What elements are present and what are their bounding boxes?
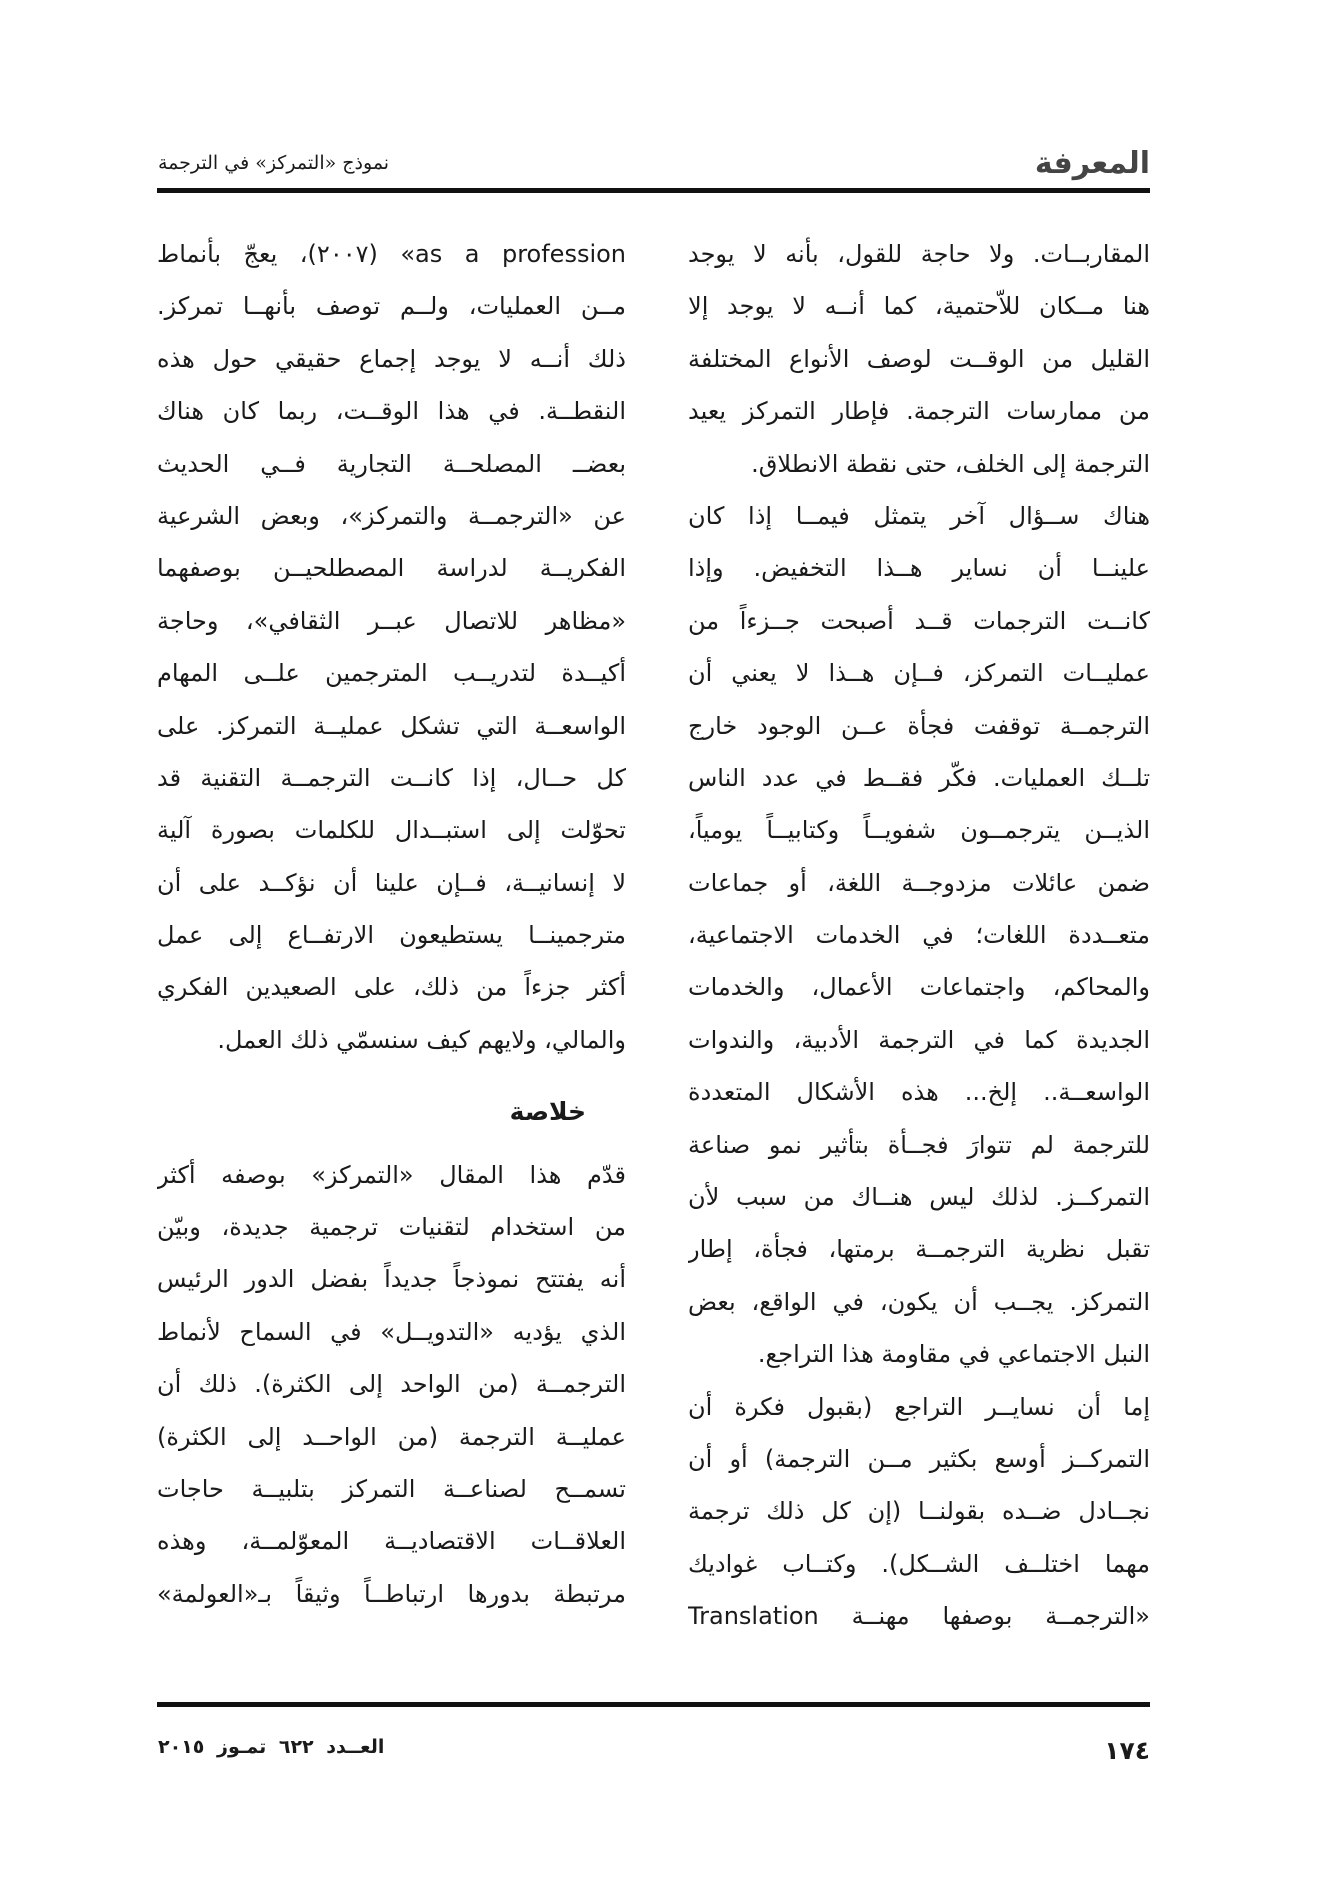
page-number: ١٧٤: [1104, 1736, 1150, 1765]
text-line: بعضــ المصلحــة التجارية فــي الحديث: [157, 449, 626, 478]
text-line: الفكريــة لدراسة المصطلحيــن بوصفهما: [157, 554, 626, 583]
text-line: المقاربــات. ولا حاجة للقول، بأنه لا يوجد: [688, 240, 1150, 268]
text-line: مــن العمليات، ولــم توصف بأنهــا تمركز.: [157, 292, 626, 321]
magazine-logo: المعرفة: [1034, 146, 1150, 181]
text-line: الواسعــة التي تشكل عمليــة التمركز. على: [157, 711, 626, 740]
text-line: ذلك أنــه لا يوجد إجماع حقيقي حول هذه: [157, 344, 626, 373]
issue-info: العــدد ٦٢٢ تمـوز ٢٠١٥: [158, 1736, 385, 1758]
text-line: الواسعــة.. إلخ... هذه الأشكال المتعددة: [688, 1078, 1150, 1107]
text-line: الترجمة إلى الخلف، حتى نقطة الانطلاق.: [751, 449, 1150, 478]
text-line: مرتبطة بدورها ارتباطــاً وثيقاً بـ«العولمة»: [157, 1579, 626, 1608]
text-line: للترجمة لم تتوارَ فجــأة بتأثير نمو صناعة: [688, 1130, 1150, 1159]
text-line: الترجمــة توقفت فجأة عــن الوجود خارج: [688, 711, 1150, 740]
left-column: [157, 228, 626, 1620]
text-line: مهما اختلــف الشــكل). وكتــاب غواديك: [688, 1549, 1150, 1578]
running-title: نموذج «التمركز» في الترجمة: [158, 152, 390, 174]
text-line: as a profession» (٢٠٠٧)، يعجّ بأنماط: [157, 240, 626, 268]
text-line: والمحاكم، واجتماعات الأعمال، والخدمات: [688, 973, 1150, 1002]
text-line: العلاقــات الاقتصاديــة المعوّلمــة، وهذه: [157, 1527, 626, 1556]
text-line: النبل الاجتماعي في مقاومة هذا التراجع.: [757, 1340, 1150, 1369]
text-line: علينــا أن نساير هــذا التخفيض. وإذا: [688, 554, 1150, 583]
text-line: التمركز. يجــب أن يكون، في الواقع، بعض: [688, 1287, 1150, 1316]
right-column: [688, 228, 1150, 1643]
text-line: عن «الترجمــة والتمركز»، وبعض الشرعية: [157, 501, 626, 530]
text-line: القليل من الوقــت لوصف الأنواع المختلفة: [688, 344, 1150, 373]
text-line: ضمن عائلات مزدوجــة اللغة، أو جماعات: [688, 868, 1150, 897]
text-line: هنا مــكان للاّحتمية، كما أنــه لا يوجد إلا: [688, 292, 1150, 321]
text-line: تقبل نظرية الترجمــة برمتها، فجأة، إطار: [688, 1235, 1150, 1264]
text-line: هناك ســؤال آخر يتمثل فيمــا إذا كان: [688, 501, 1150, 530]
text-line: من استخدام لتقنيات ترجمية جديدة، وبيّن: [157, 1213, 626, 1242]
text-line: التمركــز. لذلك ليس هنــاك من سبب لأن: [688, 1183, 1150, 1212]
text-line: تحوّلت إلى استبــدال للكلمات بصورة آلية: [157, 816, 626, 845]
text-line: متعــددة اللغات؛ في الخدمات الاجتماعية،: [688, 921, 1150, 950]
text-line: عمليــات التمركز، فــإن هــذا لا يعني أن: [688, 659, 1150, 688]
text-line: أكثر جزءاً من ذلك، على الصعيدين الفكري: [157, 973, 626, 1002]
text-line: لا إنسانيــة، فــإن علينا أن نؤكــد على أن: [157, 868, 626, 897]
text-line: الذي يؤديه «التدويــل» في السماح لأنماط: [157, 1317, 626, 1346]
text-line: أكيــدة لتدريــب المترجمين علــى المهام: [157, 659, 626, 688]
conclusion-heading: خلاصة: [509, 1097, 586, 1127]
text-line: كانــت الترجمات قــد أصبحت جــزءاً من: [688, 606, 1150, 635]
text-line: «الترجمــة بوصفها مهنــة Translation: [688, 1602, 1150, 1631]
text-line: تسمــح لصناعــة التمركز بتلبيــة حاجات: [157, 1474, 626, 1503]
text-line: كل حــال، إذا كانــت الترجمــة التقنية قد: [157, 763, 626, 792]
text-line: الترجمــة (من الواحد إلى الكثرة). ذلك أن: [157, 1370, 626, 1399]
text-line: تلــك العمليات. فكّر فقــط في عدد الناس: [688, 763, 1150, 792]
text-line: إما أن نسايــر التراجع (بقبول فكرة أن: [688, 1392, 1150, 1421]
text-line: النقطــة. في هذا الوقــت، ربما كان هناك: [157, 397, 626, 426]
text-line: نجــادل ضــده بقولنــا (إن كل ذلك ترجمة: [688, 1497, 1150, 1526]
header-rule: [157, 188, 1150, 193]
text-line: التمركــز أوسع بكثير مــن الترجمة) أو أن: [688, 1444, 1150, 1473]
text-line: الجديدة كما في الترجمة الأدبية، والندوات: [688, 1025, 1150, 1054]
text-line: «مظاهر للاتصال عبــر الثقافي»، وحاجة: [157, 606, 626, 635]
text-line: الذيــن يترجمــون شفويــاً وكتابيــاً يومياً،: [688, 816, 1150, 845]
conclusion-body: [157, 1149, 626, 1621]
text-line: والمالي، ولايهم كيف سنسمّي ذلك العمل.: [217, 1025, 626, 1054]
text-line: من ممارسات الترجمة. فإطار التمركز يعيد: [688, 397, 1150, 426]
footer-rule: [157, 1702, 1150, 1707]
text-line: أنه يفتتح نموذجاً جديداً بفضل الدور الرئيس: [157, 1265, 626, 1294]
text-line: عمليــة الترجمة (من الواحــد إلى الكثرة): [157, 1422, 626, 1451]
text-line: قدّم هذا المقال «التمركز» بوصفه أكثر: [157, 1160, 626, 1189]
text-line: مترجمينــا يستطيعون الارتفــاع إلى عمل: [157, 921, 626, 950]
